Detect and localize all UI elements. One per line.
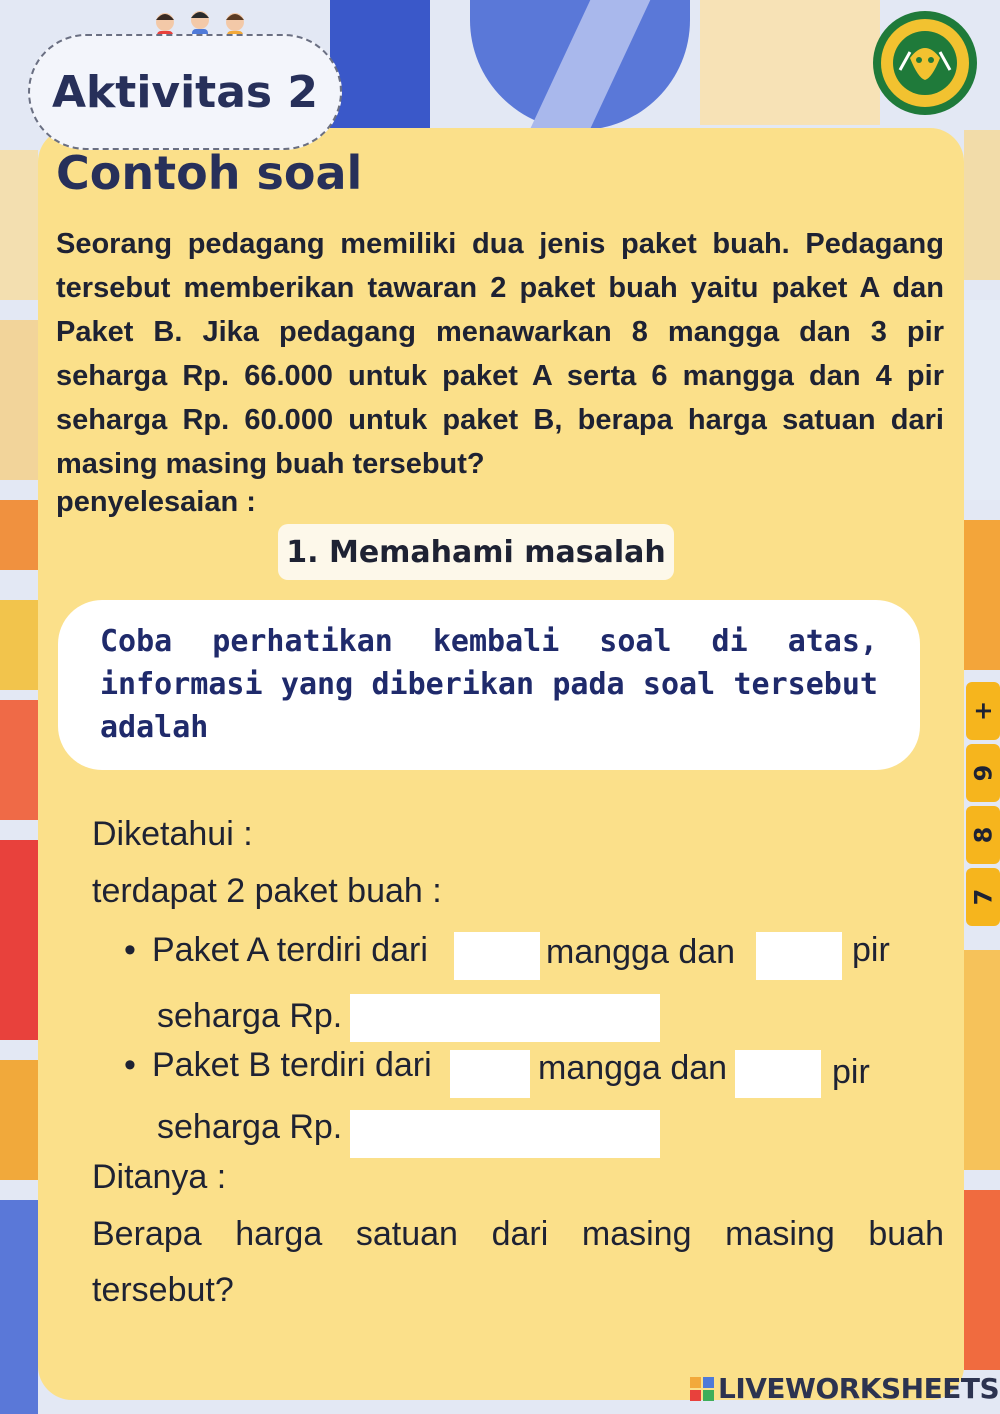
paket-a-price-input[interactable] xyxy=(350,994,660,1042)
solution-label: penyelesaian : xyxy=(56,486,256,518)
liveworksheets-icon xyxy=(690,1377,714,1401)
paket-a-middle: mangga dan xyxy=(546,933,736,971)
paket-a-mangga-input[interactable] xyxy=(454,932,540,980)
activity-badge xyxy=(28,34,342,150)
paket-a-prefix: Paket A terdiri dari xyxy=(152,931,428,969)
step-title: 1. Memahami masalah xyxy=(278,524,674,580)
numkey-8: 8 xyxy=(966,806,1000,864)
paket-a-suffix: pir xyxy=(852,931,890,969)
paket-b-mangga-input[interactable] xyxy=(450,1050,530,1098)
paket-b-price-input[interactable] xyxy=(350,1110,660,1158)
badge-title: Aktivitas 2 xyxy=(51,66,319,118)
bullet-paket-b: • xyxy=(124,1046,136,1084)
liveworksheets-watermark xyxy=(690,1372,999,1405)
problem-statement: Seorang pedagang memiliki dua jenis paket buah. Pedagang tersebut memberikan tawaran 2 paket buah yaitu paket A dan Paket B. Jika pedagang menawarkan 8 mangga dan 3 pir seharga Rp. 66.000 untuk paket A serta 6 mangga dan 4 pir seharga Rp. 60.000 untuk paket B, berapa harga satuan dari masing masing buah tersebut? xyxy=(56,228,944,480)
paket-b-suffix: pir xyxy=(832,1053,870,1091)
university-logo xyxy=(870,8,980,118)
bullet-paket-a: • xyxy=(124,931,136,969)
paket-a-price-label: seharga Rp. xyxy=(157,997,343,1035)
paket-b-price-label: seharga Rp. xyxy=(157,1108,343,1146)
numkey-plus: + xyxy=(966,682,1000,740)
paket-b-pir-input[interactable] xyxy=(735,1050,821,1098)
paket-b-prefix: Paket B terdiri dari xyxy=(152,1046,432,1084)
watermark-text: LIVEWORKSHEETS xyxy=(718,1372,1000,1405)
numkey-9: 9 xyxy=(966,744,1000,802)
numkey-7: 7 xyxy=(966,868,1000,926)
paket-b-middle: mangga dan xyxy=(538,1049,728,1087)
section-title: Contoh soal xyxy=(56,146,363,200)
known-intro: terdapat 2 paket buah : xyxy=(92,872,442,910)
hint-text: Coba perhatikan kembali soal di atas, informasi yang diberikan pada soal tersebut adalah xyxy=(100,624,878,745)
known-label: Diketahui : xyxy=(92,815,253,853)
paket-a-pir-input[interactable] xyxy=(756,932,842,980)
asked-label: Ditanya : xyxy=(92,1158,227,1196)
numpad-decoration xyxy=(966,682,1000,934)
question-text: Berapa harga satuan dari masing masing buah tersebut? xyxy=(92,1215,944,1309)
